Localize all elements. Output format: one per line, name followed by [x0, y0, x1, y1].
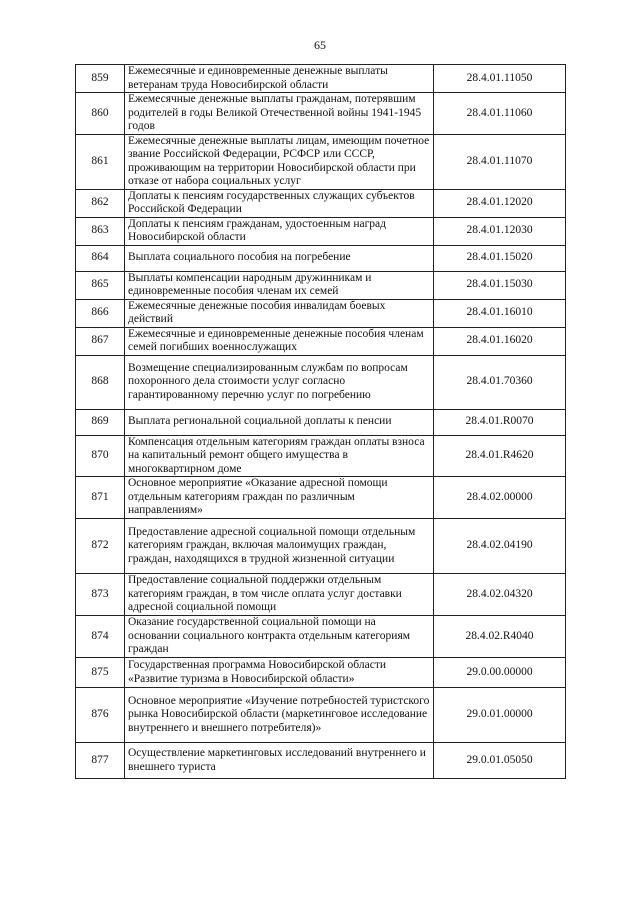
- row-code: 28.4.02.04190: [434, 519, 566, 574]
- row-code: 29.0.01.00000: [434, 688, 566, 743]
- row-code: 28.4.01.70360: [434, 355, 566, 409]
- row-code: 28.4.01.11050: [434, 65, 566, 93]
- row-name: Оказание государственной социальной помощи на основании социального контракта отдельным категориям граждан: [125, 616, 434, 658]
- row-number: 865: [76, 271, 125, 299]
- row-number: 876: [76, 688, 125, 743]
- row-code: 28.4.01.15020: [434, 245, 566, 271]
- budget-codes-table: [75, 64, 566, 779]
- row-number: 877: [76, 743, 125, 779]
- row-number: 862: [76, 189, 125, 217]
- row-name: Ежемесячные и единовременные денежные выплаты ветеранам труда Новосибирской области: [125, 65, 434, 93]
- row-name: Предоставление социальной поддержки отдельным категориям граждан, в том числе оплата услуг доставки адресной социальной помощи: [125, 574, 434, 616]
- row-name: Ежемесячные денежные выплаты гражданам, потерявшим родителей в годы Великой Отечественной войны 1941-1945 годов: [125, 93, 434, 135]
- row-number: 874: [76, 616, 125, 658]
- row-code: 28.4.02.R4040: [434, 616, 566, 658]
- table-row: [76, 327, 566, 355]
- table-row: [76, 355, 566, 409]
- row-code: 28.4.01.R0070: [434, 409, 566, 435]
- row-name: Предоставление адресной социальной помощи отдельным категориям граждан, включая малоимущих граждан, граждан, находящихся в трудной жизненной ситуации: [125, 519, 434, 574]
- table-row: [76, 299, 566, 327]
- row-name: Осуществление маркетинговых исследований внутреннего и внешнего туриста: [125, 743, 434, 779]
- row-number: 867: [76, 327, 125, 355]
- row-number: 870: [76, 435, 125, 477]
- table-row: [76, 477, 566, 519]
- row-number: 861: [76, 134, 125, 189]
- row-code: 29.0.01.05050: [434, 743, 566, 779]
- row-code: 28.4.01.15030: [434, 271, 566, 299]
- row-name: Государственная программа Новосибирской области «Развитие туризма в Новосибирской области»: [125, 658, 434, 688]
- table-row: [76, 217, 566, 245]
- row-number: 875: [76, 658, 125, 688]
- row-code: 28.4.01.12030: [434, 217, 566, 245]
- row-code: 28.4.01.16020: [434, 327, 566, 355]
- row-number: 873: [76, 574, 125, 616]
- row-code: 28.4.01.R4620: [434, 435, 566, 477]
- table-row: [76, 616, 566, 658]
- row-number: 869: [76, 409, 125, 435]
- row-code: 28.4.01.11070: [434, 134, 566, 189]
- table-row: [76, 189, 566, 217]
- row-name: Выплаты компенсации народным дружинникам и единовременные пособия членам их семей: [125, 271, 434, 299]
- table-body: [76, 65, 566, 779]
- row-code: 28.4.01.16010: [434, 299, 566, 327]
- row-number: 868: [76, 355, 125, 409]
- row-number: 871: [76, 477, 125, 519]
- row-number: 860: [76, 93, 125, 135]
- table-row: [76, 519, 566, 574]
- row-name: Ежемесячные и единовременные денежные пособия членам семей погибших военнослужащих: [125, 327, 434, 355]
- row-number: 859: [76, 65, 125, 93]
- table-row: [76, 409, 566, 435]
- row-code: 28.4.01.11060: [434, 93, 566, 135]
- table-row: [76, 574, 566, 616]
- row-name: Основное мероприятие «Изучение потребностей туристского рынка Новосибирской области (маркетинговое исследование внутреннего и внешнего потребителя)»: [125, 688, 434, 743]
- table-row: [76, 688, 566, 743]
- row-name: Возмещение специализированным службам по вопросам похоронного дела стоимости услуг согласно гарантированному перечню услуг по погребению: [125, 355, 434, 409]
- table-row: [76, 271, 566, 299]
- row-number: 863: [76, 217, 125, 245]
- row-number: 864: [76, 245, 125, 271]
- row-name: Выплата социального пособия на погребение: [125, 245, 434, 271]
- row-name: Ежемесячные денежные пособия инвалидам боевых действий: [125, 299, 434, 327]
- row-name: Компенсация отдельным категориям граждан оплаты взноса на капитальный ремонт общего имущества в многоквартирном доме: [125, 435, 434, 477]
- row-name: Доплаты к пенсиям гражданам, удостоенным наград Новосибирской области: [125, 217, 434, 245]
- table-row: [76, 435, 566, 477]
- table-row: [76, 65, 566, 93]
- row-name: Выплата региональной социальной доплаты к пенсии: [125, 409, 434, 435]
- row-name: Доплаты к пенсиям государственных служащих субъектов Российской Федерации: [125, 189, 434, 217]
- row-number: 872: [76, 519, 125, 574]
- row-code: 28.4.02.04320: [434, 574, 566, 616]
- table-row: [76, 93, 566, 135]
- row-number: 866: [76, 299, 125, 327]
- row-name: Ежемесячные денежные выплаты лицам, имеющим почетное звание Российской Федерации, РСФСР или СССР, проживающим на территории Новосибирской области при отказе от набора социальных услуг: [125, 134, 434, 189]
- table-row: [76, 245, 566, 271]
- row-name: Основное мероприятие «Оказание адресной помощи отдельным категориям граждан по различным направлениям»: [125, 477, 434, 519]
- row-code: 29.0.00.00000: [434, 658, 566, 688]
- table-row: [76, 658, 566, 688]
- row-code: 28.4.01.12020: [434, 189, 566, 217]
- table-row: [76, 134, 566, 189]
- page-number: 65: [314, 38, 326, 52]
- row-code: 28.4.02.00000: [434, 477, 566, 519]
- table-row: [76, 743, 566, 779]
